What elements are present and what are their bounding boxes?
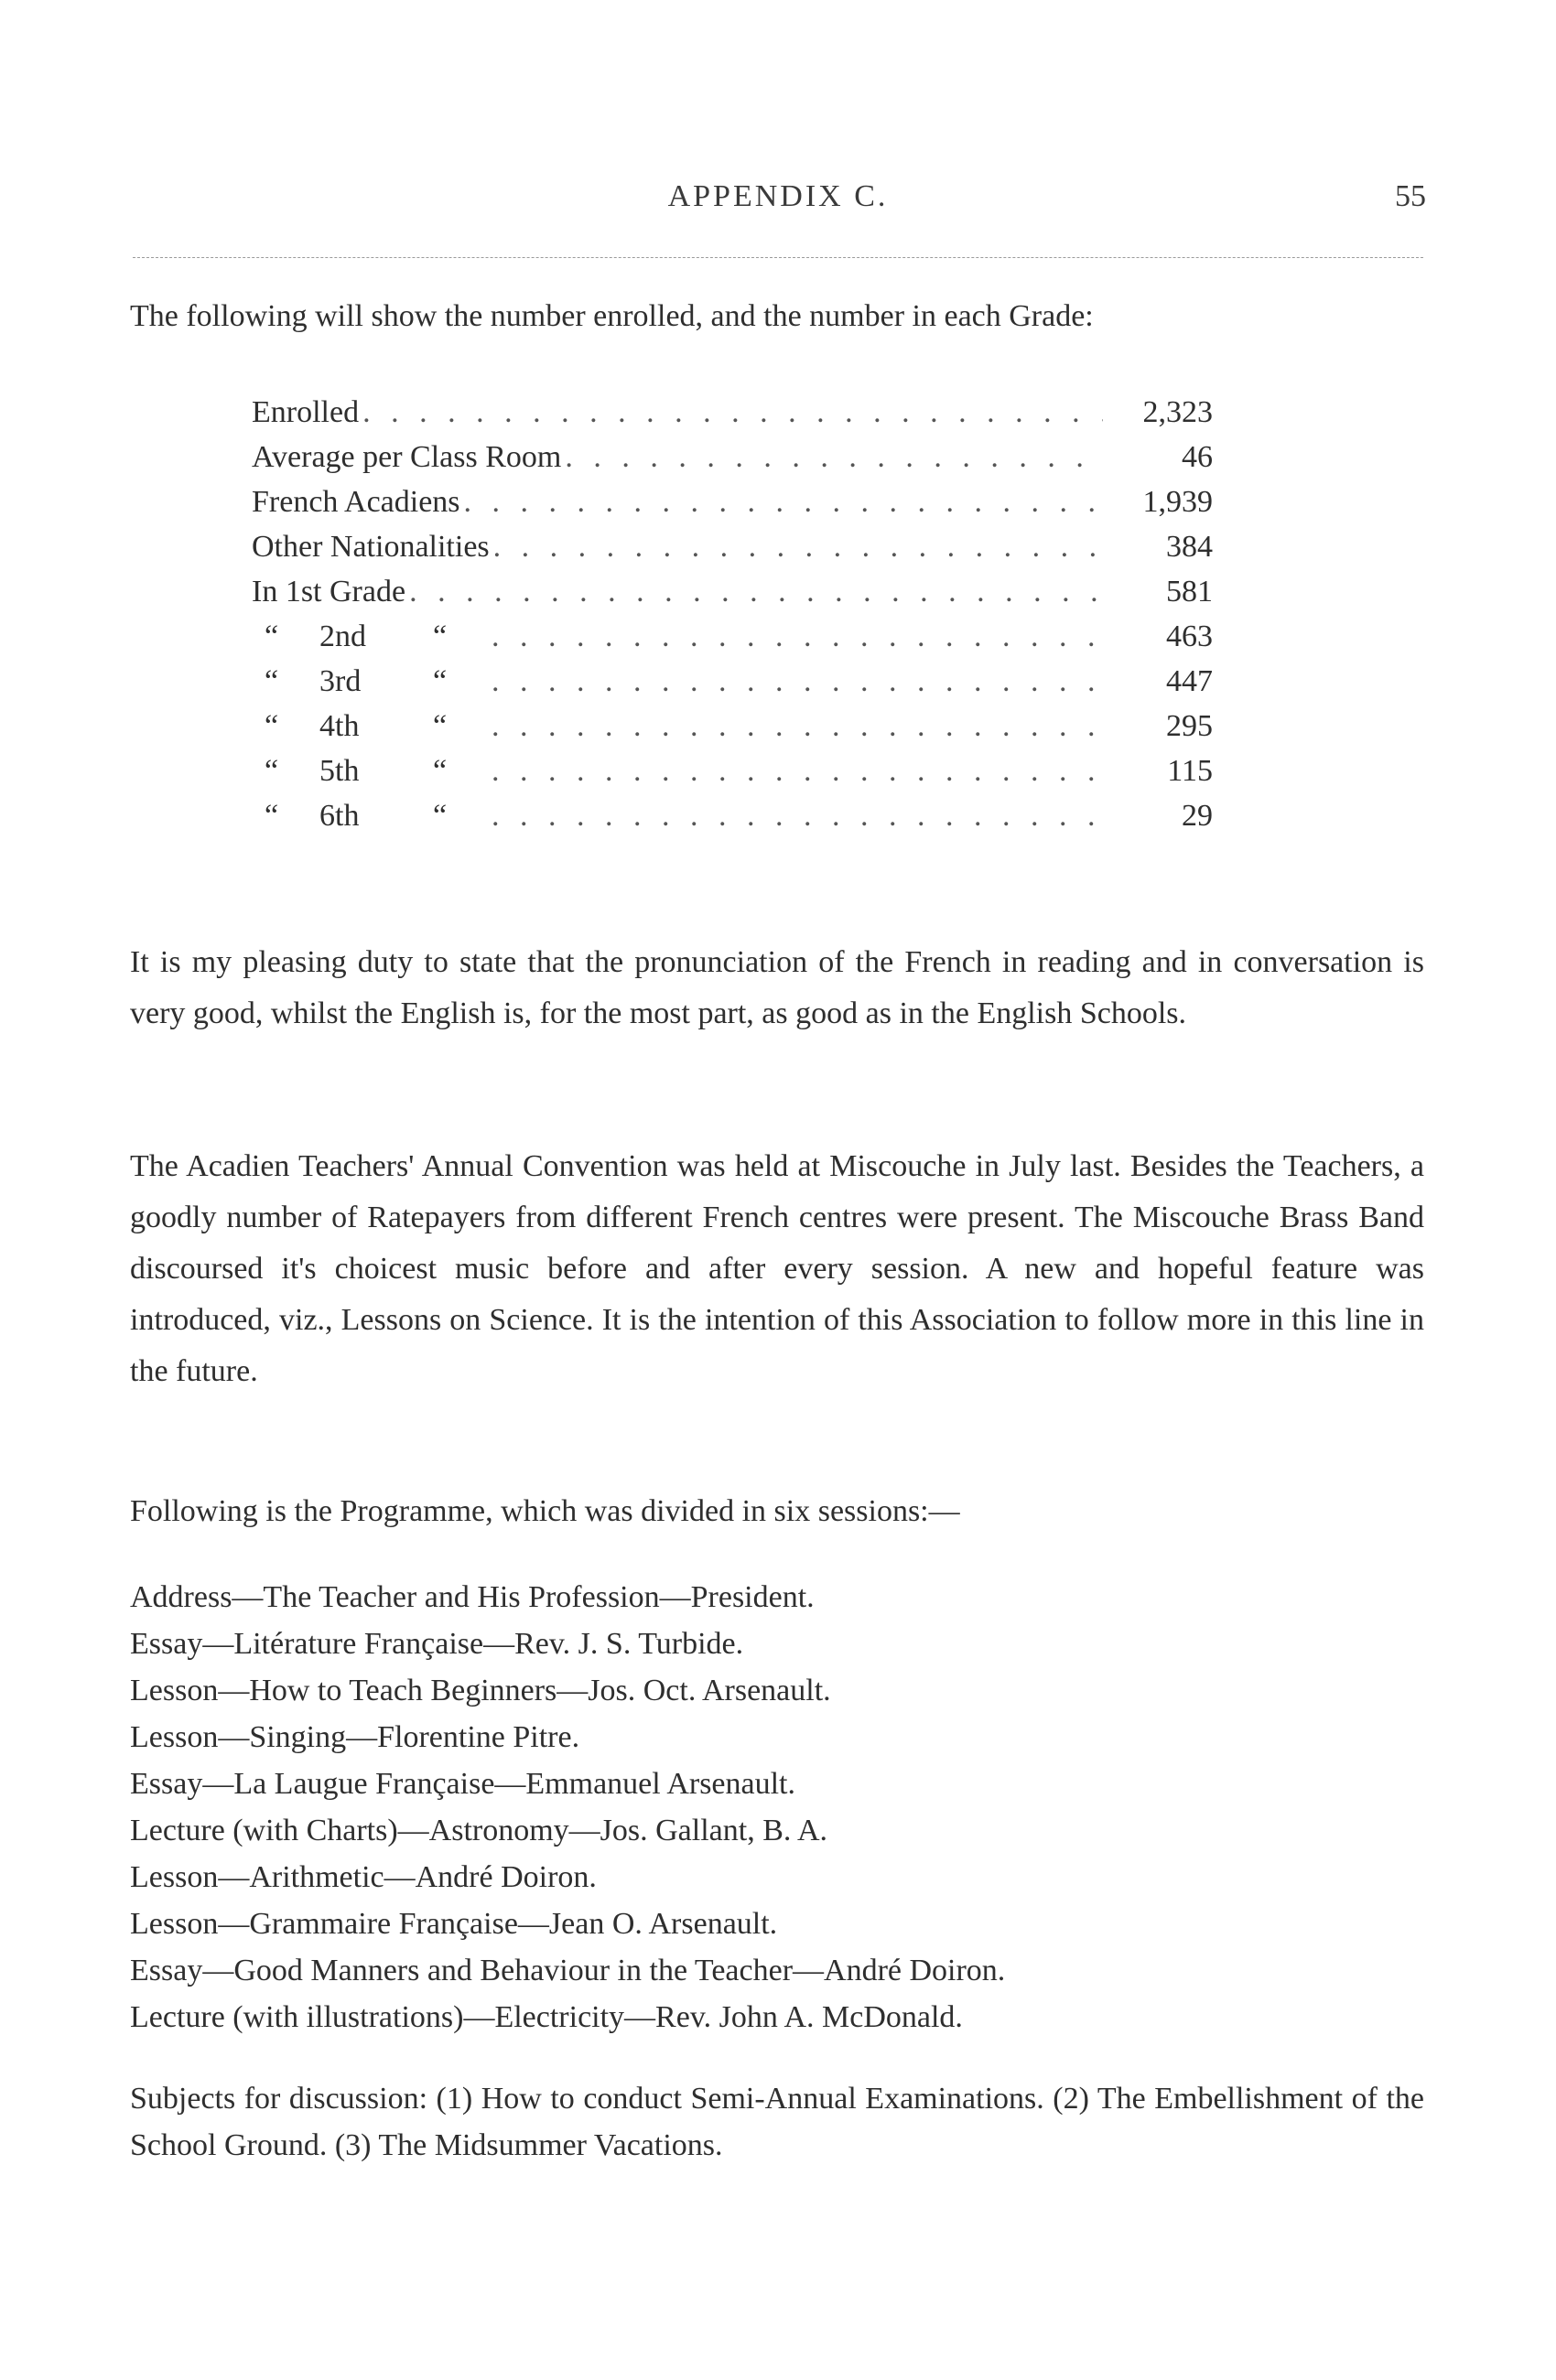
intro-paragraph: The following will show the number enrolled, and the number in each Grade: bbox=[130, 299, 1094, 333]
stat-value: 384 bbox=[1166, 530, 1213, 564]
page-number: 55 bbox=[1395, 179, 1426, 213]
grade-label: 3rd bbox=[319, 664, 362, 698]
programme-item: Address—The Teacher and His Profession—President. bbox=[130, 1580, 815, 1614]
programme-item: Lecture (with illustrations)—Electricity—Rev. John A. McDonald. bbox=[130, 2000, 963, 2034]
ditto-mark: “ bbox=[433, 709, 448, 743]
dot-leader bbox=[464, 479, 1103, 524]
discussion-subjects: Subjects for discussion: (1) How to conduct Semi-Annual Examinations. (2) The Embellishment of the School Ground. (3) The Midsummer Vacations. bbox=[130, 2082, 1424, 2162]
stat-value: 295 bbox=[1166, 709, 1213, 743]
page-header-title: APPENDIX C. bbox=[667, 179, 889, 213]
convention-paragraph: The Acadien Teachers' Annual Convention was held at Miscouche in July last. Besides the Teachers, a goodly number of Ratepayers from different French centres were present. The Miscouche Brass Band discoursed it's choicest music before and after every session. A new and hopeful feature was introduced, viz., Lessons on Science. It is the intention of this Association to follow more in this line in the future. bbox=[130, 1149, 1424, 1388]
stat-value: 447 bbox=[1166, 664, 1213, 698]
programme-item: Lesson—How to Teach Beginners—Jos. Oct. Arsenault. bbox=[130, 1674, 831, 1707]
ditto-mark: “ bbox=[433, 619, 448, 653]
stat-row-other bbox=[252, 524, 1213, 569]
stat-value: 581 bbox=[1166, 575, 1213, 608]
stat-label bbox=[252, 748, 492, 793]
stat-value: 2,323 bbox=[1142, 395, 1213, 429]
programme-item: Lesson—Arithmetic—André Doiron. bbox=[130, 1860, 597, 1894]
stat-row-average bbox=[252, 435, 1213, 479]
dot-leader bbox=[492, 793, 1103, 838]
stat-value: 29 bbox=[1182, 799, 1213, 833]
stat-value: 1,939 bbox=[1142, 485, 1213, 519]
programme-item: Essay—Litérature Française—Rev. J. S. Turbide. bbox=[130, 1627, 744, 1661]
stat-row-grade-3 bbox=[252, 659, 1213, 704]
pronunciation-paragraph: It is my pleasing duty to state that the pronunciation of the French in reading and in conversation is very good, whilst the English is, for the most part, as good as in the English Schools. bbox=[130, 945, 1424, 1030]
dot-leader bbox=[362, 390, 1103, 435]
stat-value: 115 bbox=[1167, 754, 1213, 788]
stat-label: Enrolled bbox=[252, 395, 360, 429]
enrollment-table bbox=[252, 390, 1213, 838]
dot-leader bbox=[492, 659, 1103, 704]
ditto-mark: “ bbox=[433, 754, 448, 788]
stat-label: In 1st Grade bbox=[252, 575, 406, 608]
stat-row-grade-4 bbox=[252, 704, 1213, 748]
stat-label bbox=[252, 659, 492, 704]
grade-label: 4th bbox=[319, 709, 360, 743]
grade-label: 5th bbox=[319, 754, 360, 788]
ditto-mark: “ bbox=[265, 754, 279, 788]
stat-label bbox=[252, 793, 492, 838]
ditto-mark: “ bbox=[265, 799, 279, 833]
stat-row-enrolled bbox=[252, 390, 1213, 435]
stat-label bbox=[252, 704, 492, 748]
ditto-mark: “ bbox=[433, 799, 448, 833]
running-header bbox=[0, 179, 1556, 225]
grade-label: 6th bbox=[319, 799, 360, 833]
grade-label: 2nd bbox=[319, 619, 366, 653]
stat-value: 463 bbox=[1166, 619, 1213, 653]
stat-label: Average per Class Room bbox=[252, 440, 562, 474]
programme-item: Essay—La Laugue Française—Emmanuel Arsenault. bbox=[130, 1767, 795, 1801]
programme-item: Lesson—Grammaire Française—Jean O. Arsenault. bbox=[130, 1907, 778, 1941]
stat-row-french bbox=[252, 479, 1213, 524]
dot-leader bbox=[492, 704, 1103, 748]
header-rule bbox=[133, 257, 1423, 258]
programme-intro: Following is the Programme, which was divided in six sessions:— bbox=[130, 1494, 960, 1528]
ditto-mark: “ bbox=[265, 709, 279, 743]
programme-list bbox=[130, 1574, 1424, 2041]
dot-leader bbox=[493, 524, 1103, 569]
dot-leader bbox=[492, 614, 1103, 659]
dot-leader bbox=[565, 435, 1103, 479]
stat-label: Other Nationalities bbox=[252, 530, 490, 564]
stat-value: 46 bbox=[1182, 440, 1213, 474]
dot-leader bbox=[492, 748, 1103, 793]
programme-item: Lecture (with Charts)—Astronomy—Jos. Gallant, B. A. bbox=[130, 1814, 828, 1847]
stat-label bbox=[252, 614, 492, 659]
ditto-mark: “ bbox=[265, 664, 279, 698]
stat-row-grade-6 bbox=[252, 793, 1213, 838]
stat-label: French Acadiens bbox=[252, 485, 460, 519]
stat-row-grade-2 bbox=[252, 614, 1213, 659]
ditto-mark: “ bbox=[433, 664, 448, 698]
ditto-mark: “ bbox=[265, 619, 279, 653]
dot-leader bbox=[409, 569, 1103, 614]
programme-item: Lesson—Singing—Florentine Pitre. bbox=[130, 1720, 580, 1754]
stat-row-grade-1 bbox=[252, 569, 1213, 614]
programme-item: Essay—Good Manners and Behaviour in the Teacher—André Doiron. bbox=[130, 1954, 1006, 1987]
stat-row-grade-5 bbox=[252, 748, 1213, 793]
